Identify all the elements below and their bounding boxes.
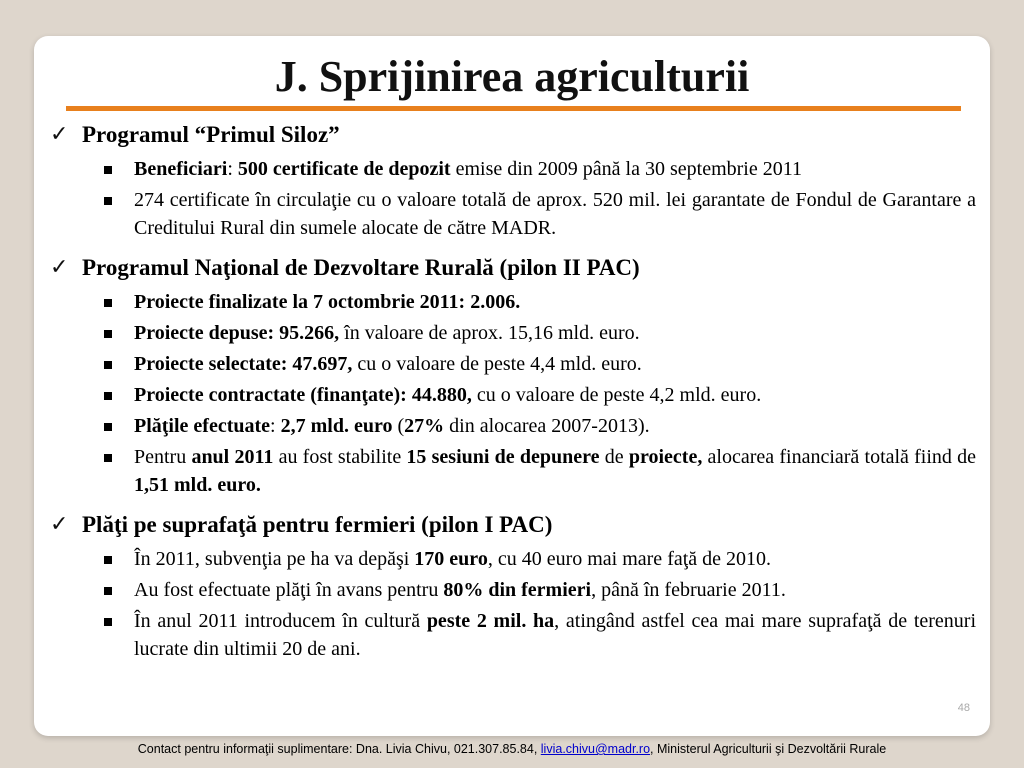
bullet-text-bold: 80% din fermieri [443, 579, 592, 601]
bullet-text [134, 381, 978, 409]
square-bullet-icon [104, 392, 112, 400]
bullet-item [48, 350, 978, 378]
square-bullet-icon [104, 361, 112, 369]
bullet-text-bold: Proiecte contractate (finanţate): 44.880, [134, 384, 472, 406]
bullet-item [48, 576, 978, 604]
square-bullet-icon [104, 556, 112, 564]
bullet-text-run: cu o valoare de peste 4,2 mld. euro. [471, 384, 762, 406]
bullet-text [134, 155, 978, 183]
slide [34, 36, 990, 736]
square-bullet-icon [104, 587, 112, 595]
bullet-text-run: Au fost efectuate plăţi în avans pentru [134, 579, 444, 601]
bullet-list [48, 155, 978, 242]
bullet-text-run: Pentru [134, 446, 192, 468]
bullet-item [48, 443, 978, 499]
bullet-text-bold: 27% [404, 415, 445, 437]
bullet-text [134, 607, 978, 663]
section-title: Programul “Primul Siloz” [82, 122, 340, 147]
bullet-text-bold: Proiecte selectate: 47.697, [134, 353, 353, 375]
bullet-text [134, 186, 978, 242]
section-title: Plăţi pe suprafaţă pentru fermieri (pilon I PAC) [82, 512, 553, 537]
section-heading-row [48, 251, 978, 285]
bullet-item [48, 186, 978, 242]
square-bullet-icon [104, 166, 112, 174]
checkmark-icon: ✓ [50, 512, 69, 537]
bullet-item [48, 607, 978, 663]
bullet-text-run: , cu 40 euro mai mare faţă de 2010. [487, 548, 772, 570]
bullet-item [48, 155, 978, 183]
bullet-text-bold: anul 2011 [191, 446, 274, 468]
section [48, 118, 978, 242]
bullet-text-run: , până în februarie 2011. [591, 579, 786, 601]
bullet-text-run: , atingând astfel cea mai mare suprafaţă de terenuri lucrate din ultimii 20 de ani. [134, 610, 977, 660]
bullet-text-run: : [227, 158, 238, 180]
footer-suffix: , Ministerul Agriculturii şi Dezvoltării Rurale [650, 742, 887, 756]
section-heading-row [48, 118, 978, 152]
bullet-text-bold: 1,51 mld. euro. [134, 474, 261, 496]
bullet-text [134, 350, 978, 378]
bullet-text-run: au fost stabilite [273, 446, 407, 468]
footer-prefix: Contact pentru informaţii suplimentare: Dna. Livia Chivu, 021.307.85.84, [137, 742, 541, 756]
bullet-item [48, 545, 978, 573]
title-underline [66, 106, 961, 111]
bullet-item [48, 412, 978, 440]
bullet-text-bold: 15 sesiuni de depunere [406, 446, 600, 468]
square-bullet-icon [104, 299, 112, 307]
square-bullet-icon [104, 197, 112, 205]
bullet-text-bold: 500 certificate de depozit [237, 158, 451, 180]
bullet-item [48, 381, 978, 409]
bullet-text-bold: 170 euro [414, 548, 488, 570]
bullet-text [134, 319, 978, 347]
square-bullet-icon [104, 330, 112, 338]
bullet-text-run: ( [392, 415, 405, 437]
section [48, 251, 978, 499]
bullet-text-run: 274 certificate în circulaţie cu o valoare totală de aprox. 520 mil. lei garantate de Fondul de Garantare a Creditului Rural din sumele alocate de către MADR. [134, 189, 976, 239]
page-number: 48 [957, 702, 970, 714]
bullet-item [48, 288, 978, 316]
bullet-text-run: alocarea financiară totală fiind de [702, 446, 977, 468]
checkmark-icon: ✓ [50, 122, 69, 147]
bullet-text-bold: peste 2 mil. ha [426, 610, 555, 632]
section-heading-row [48, 508, 978, 542]
bullet-text-run: În 2011, subvenţia pe ha va depăşi [134, 548, 415, 570]
bullet-text-bold: Beneficiari [134, 158, 228, 180]
checkmark-icon: ✓ [50, 255, 69, 280]
bullet-text-bold: proiecte, [628, 446, 703, 468]
bullet-text [134, 443, 978, 499]
bullet-text-run: de [599, 446, 629, 468]
bullet-text-bold: Proiecte depuse: 95.266, [134, 322, 340, 344]
bullet-text [134, 576, 978, 604]
section [48, 508, 978, 663]
bullet-text-bold: Plăţile efectuate [134, 415, 271, 437]
bullet-item [48, 319, 978, 347]
square-bullet-icon [104, 454, 112, 462]
slide-content [48, 116, 978, 663]
bullet-text [134, 545, 978, 573]
slide-title: J. Sprijinirea agriculturii [274, 52, 750, 101]
bullet-text-bold: 2,7 mld. euro [280, 415, 393, 437]
bullet-text-run: emise din 2009 până la 30 septembrie 2011 [450, 158, 802, 180]
bullet-list [48, 545, 978, 663]
bullet-list [48, 288, 978, 499]
bullet-text-run: în valoare de aprox. 15,16 mld. euro. [339, 322, 640, 344]
square-bullet-icon [104, 618, 112, 626]
bullet-text [134, 288, 978, 316]
bullet-text [134, 412, 978, 440]
section-title: Programul Naţional de Dezvoltare Rurală (pilon II PAC) [82, 255, 640, 280]
bullet-text-run: În anul 2011 introducem în cultură [134, 610, 427, 632]
bullet-text-run: cu o valoare de peste 4,4 mld. euro. [352, 353, 642, 375]
bullet-text-bold: Proiecte finalizate la 7 octombrie 2011: 2.006. [134, 291, 521, 313]
footer-contact [0, 742, 1024, 756]
bullet-text-run: : [270, 415, 281, 437]
footer-email-link[interactable]: livia.chivu@madr.ro [540, 742, 651, 756]
bullet-text-run: din alocarea 2007-2013). [444, 415, 650, 437]
square-bullet-icon [104, 423, 112, 431]
